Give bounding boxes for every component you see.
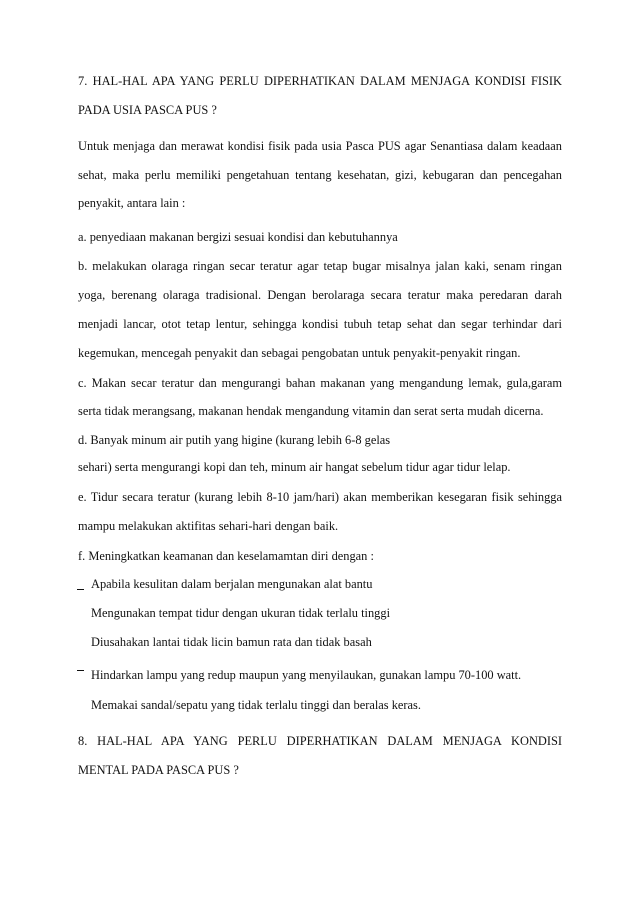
item-b-line-1: b. melakukan olaraga ringan secar teratur agar tetap bugar misalnya jalan kaki, senam ringan <box>78 259 562 273</box>
item-e-line-2: mampu melakukan aktifitas sehari-hari dengan baik. <box>78 519 339 533</box>
safety-item-2: Mengunakan tempat tidur dengan ukuran tidak terlalu tinggi <box>91 606 391 620</box>
heading-7-line-2: PADA USIA PASCA PUS ? <box>78 103 217 117</box>
item-c-line-2: serta tidak merangsang, makanan hendak mengandung vitamin dan serat serta mudah dicerna. <box>78 404 544 418</box>
item-b-line-2: yoga, berenang olaraga tradisional. Dengan berolaraga secara teratur maka peredaran darah <box>78 288 562 302</box>
dash-bullet-icon <box>77 580 85 590</box>
intro-paragraph-line-2: sehat, maka perlu memiliki pengetahuan tentang kesehatan, gizi, kebugaran dan pencegahan <box>78 168 562 182</box>
intro-paragraph-line-1: Untuk menjaga dan merawat kondisi fisik pada usia Pasca PUS agar Senantiasa dalam keadaan <box>78 139 562 153</box>
item-b-line-3: menjadi lancar, otot tetap lentur, sehingga kondisi tubuh tetap sehat dan segar terhindar dari <box>78 317 562 331</box>
item-f: f. Meningkatkan keamanan dan keselamamtan diri dengan : <box>78 549 374 563</box>
item-d-line-1: d. Banyak minum air putih yang higine (kurang lebih 6-8 gelas <box>78 433 391 447</box>
safety-item-3: Diusahakan lantai tidak licin bamun rata dan tidak basah <box>91 635 372 649</box>
item-e-line-1: e. Tidur secara teratur (kurang lebih 8-10 jam/hari) akan memberikan kesegaran fisik sehingga <box>78 490 562 504</box>
item-b-line-4: kegemukan, mencegah penyakit dan sebagai pengobatan untuk penyakit-penyakit ringan. <box>78 346 521 360</box>
item-d-line-2: sehari) serta mengurangi kopi dan teh, minum air hangat sebelum tidur agar tidur lelap. <box>78 460 511 474</box>
item-c-line-1: c. Makan secar teratur dan mengurangi bahan makanan yang mengandung lemak, gula,garam <box>78 376 562 390</box>
intro-paragraph-line-3: penyakit, antara lain : <box>78 196 186 210</box>
item-a: a. penyediaan makanan bergizi sesuai kondisi dan kebutuhannya <box>78 230 398 244</box>
safety-item-5: Memakai sandal/sepatu yang tidak terlalu tinggi dan beralas keras. <box>91 698 421 712</box>
heading-8-line-1: 8. HAL-HAL APA YANG PERLU DIPERHATIKAN DALAM MENJAGA KONDISI <box>78 734 562 748</box>
heading-8-line-2: MENTAL PADA PASCA PUS ? <box>78 763 239 777</box>
safety-item-4: Hindarkan lampu yang redup maupun yang menyilaukan, gunakan lampu 70-100 watt. <box>91 668 522 682</box>
heading-7-line-1: 7. HAL-HAL APA YANG PERLU DIPERHATIKAN DALAM MENJAGA KONDISI FISIK <box>78 74 562 88</box>
safety-item-1: Apabila kesulitan dalam berjalan mengunakan alat bantu <box>91 577 373 591</box>
dash-bullet-icon <box>77 668 85 678</box>
